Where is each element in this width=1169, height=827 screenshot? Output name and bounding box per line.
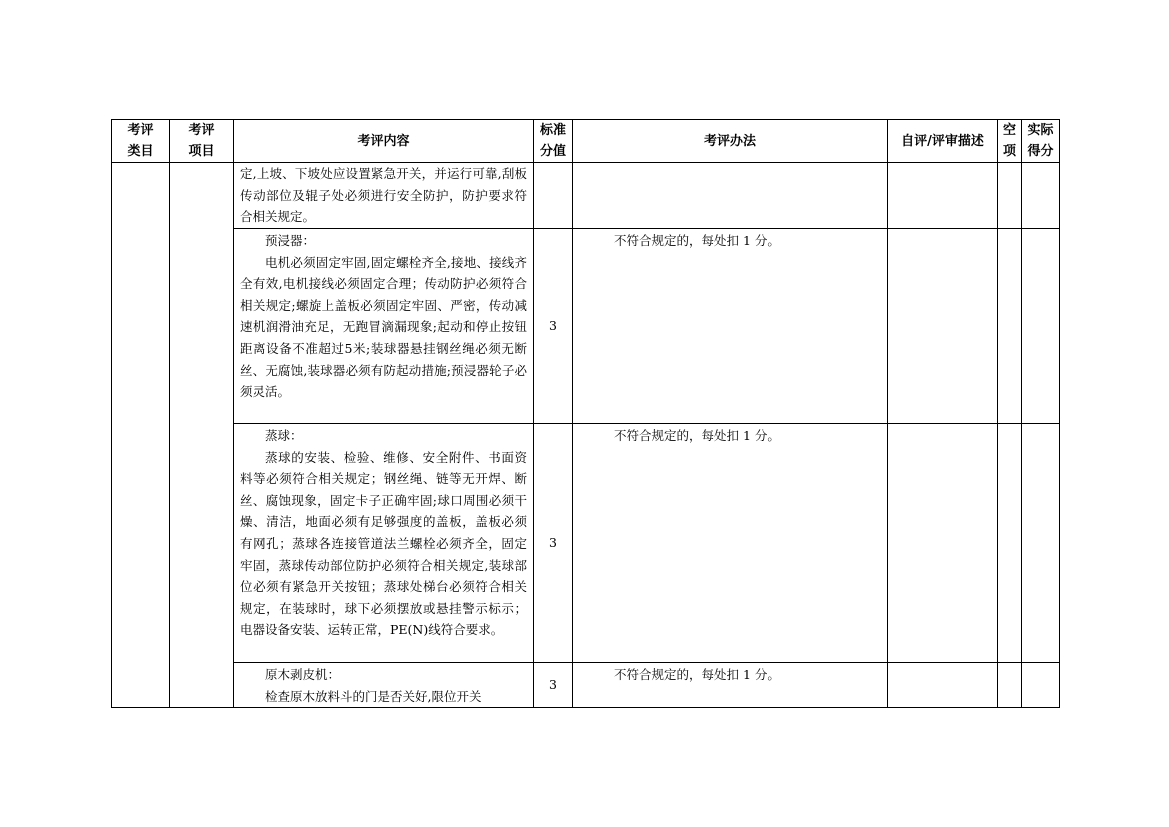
content-title: 原木剥皮机： (265, 667, 341, 682)
category-cell (112, 163, 170, 708)
self-review-cell (888, 229, 998, 424)
method-cell (573, 424, 888, 663)
item-cell (170, 163, 234, 708)
score-cell: 3 (534, 229, 573, 424)
header-method: 考评办法 (573, 120, 888, 163)
method-text: 不符合规定的，每处扣 1 分。 (614, 233, 780, 248)
evaluation-table (111, 119, 1060, 708)
blank-cell (998, 229, 1022, 424)
self-review-cell (888, 163, 998, 229)
actual-score-cell (1022, 424, 1060, 663)
header-content: 考评内容 (234, 120, 534, 163)
header-blank: 空项 (998, 120, 1022, 163)
table-row (112, 163, 1060, 229)
content-body: 蒸球的安装、检验、维修、安全附件、书面资料等必须符合相关规定；钢丝绳、链等无开焊、断丝、腐蚀现象，固定卡子正确牢固;球口周围必须干燥、清洁，地面必须有足够强度的盖板，盖板必须有网孔；蒸球各连接管道法兰螺栓必须齐全，固定牢固，蒸球传动部位防护必须符合相关规定,装球部位必须有紧急开关按钮；蒸球处梯台必须符合相关规定，在装球时，球下必须摆放或悬挂警示标示；电器设备安装、运转正常，PE(N)线符合要求。 (240, 449, 527, 638)
header-item: 考评项目 (170, 120, 234, 163)
score-cell: 3 (534, 663, 573, 708)
content-title: 预浸器： (265, 233, 316, 248)
method-cell (573, 229, 888, 424)
blank-cell (998, 663, 1022, 708)
header-actual: 实际得分 (1022, 120, 1060, 163)
content-body: 检查原木放料斗的门是否关好,限位开关 (265, 688, 482, 704)
self-review-cell (888, 663, 998, 708)
method-text: 不符合规定的，每处扣 1 分。 (614, 428, 780, 443)
content-cell (234, 163, 534, 229)
score-cell (534, 163, 573, 229)
content-cell (234, 229, 534, 424)
self-review-cell (888, 424, 998, 663)
header-self-review: 自评/评审描述 (888, 120, 998, 163)
header-row (112, 120, 1060, 163)
method-cell (573, 163, 888, 229)
header-score: 标准分值 (534, 120, 573, 163)
actual-score-cell (1022, 163, 1060, 229)
table-row (112, 663, 1060, 708)
method-text: 不符合规定的，每处扣 1 分。 (614, 667, 780, 682)
blank-cell (998, 163, 1022, 229)
content-title: 蒸球： (265, 428, 303, 443)
content-cell (234, 663, 534, 708)
method-cell (573, 663, 888, 708)
actual-score-cell (1022, 663, 1060, 708)
actual-score-cell (1022, 229, 1060, 424)
score-cell: 3 (534, 424, 573, 663)
content-body: 定,上坡、下坡处应设置紧急开关，并运行可靠,刮板传动部位及辊子处必须进行安全防护，防护要求符合相关规定。 (240, 166, 527, 225)
blank-cell (998, 424, 1022, 663)
content-body: 电机必须固定牢固,固定螺栓齐全,接地、接线齐全有效,电机接线必须固定合理；传动防护必须符合相关规定;螺旋上盖板必须固定牢固、严密，传动减速机润滑油充足，无跑冒滴漏现象;起动和停止按钮距离设备不准超过5米;装球器悬挂钢丝绳必须无断丝、无腐蚀,装球器必须有防起动措施;预浸器轮子必须灵活。 (240, 254, 527, 400)
table-row (112, 229, 1060, 424)
content-cell (234, 424, 534, 663)
table-row (112, 424, 1060, 663)
header-category: 考评类目 (112, 120, 170, 163)
